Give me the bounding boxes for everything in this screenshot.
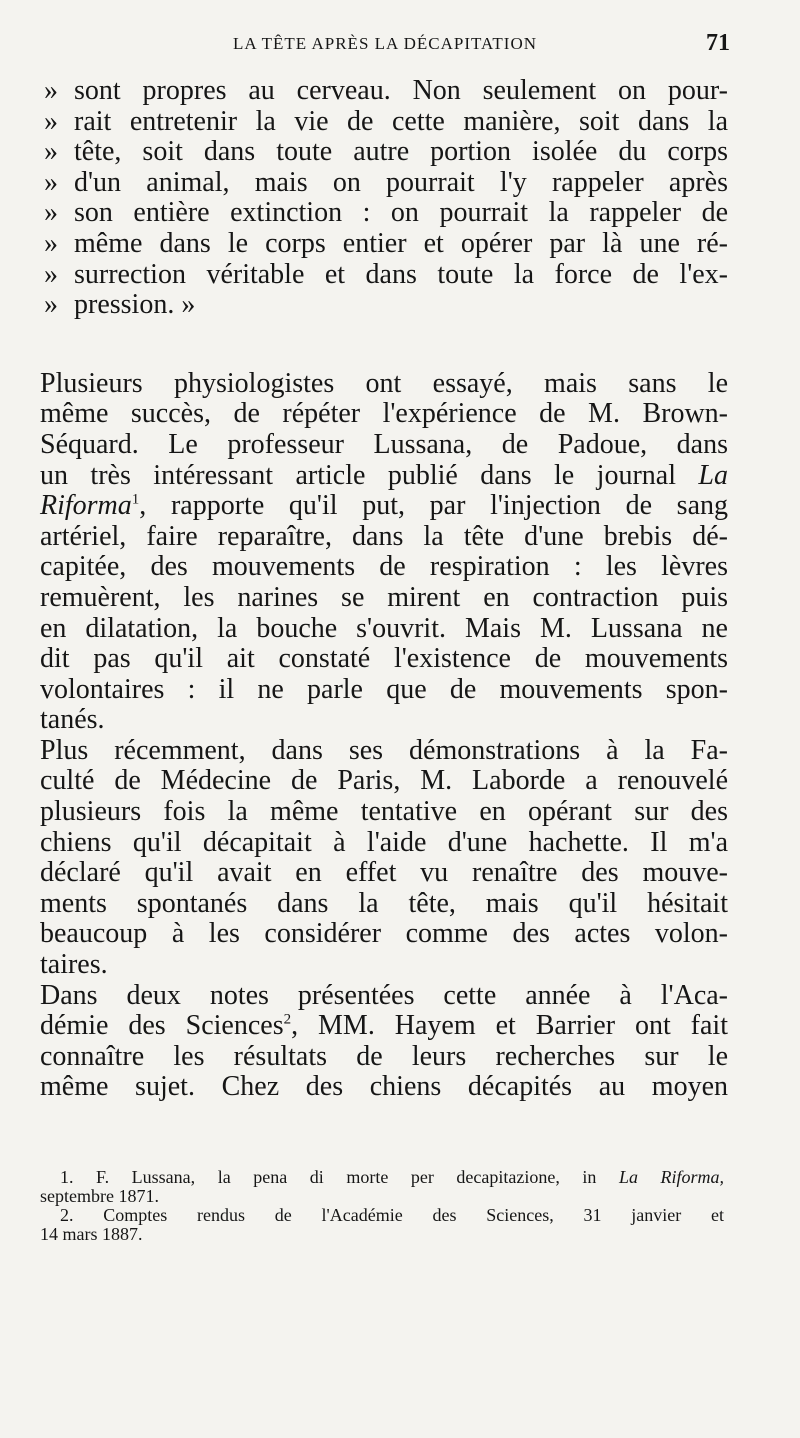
quote-line: » pression. » xyxy=(44,289,196,321)
quote-mark: » xyxy=(44,75,58,106)
footnote-ref: 1 xyxy=(131,491,140,508)
footnote-2-line: 14 mars 1887. xyxy=(40,1224,143,1244)
journal-title: Riforma xyxy=(40,490,132,522)
quote-line: » surrection véritable et dans toute la force de l'ex- xyxy=(44,258,728,290)
text-line: connaître les résultats de leurs recherches sur le xyxy=(40,1040,728,1072)
text-line: artériel, faire reparaître, dans la tête d'une brebis dé- xyxy=(40,520,728,552)
text-line: dit pas qu'il ait constaté l'existence de mouvements xyxy=(40,643,728,675)
quote-line: » tête, soit dans toute autre portion isolée du corps xyxy=(44,136,728,168)
running-title: LA TÊTE APRÈS LA DÉCAPITATION xyxy=(232,34,538,53)
page-number: 71 xyxy=(706,30,730,56)
text-line: culté de Médecine de Paris, M. Laborde a renouvelé xyxy=(40,765,728,797)
text-line: plusieurs fois la même tentative en opérant sur des xyxy=(40,796,728,828)
footnote-ref: 2 xyxy=(283,1011,292,1028)
text-line: Séquard. Le professeur Lussana, de Padoue, dans xyxy=(40,428,728,460)
quote-mark: » xyxy=(44,136,58,168)
text-line: volontaires : il ne parle que de mouvements spon- xyxy=(40,673,728,705)
quote-line: » même dans le corps entier et opérer par là une ré- xyxy=(44,227,728,259)
quote-mark: » xyxy=(44,105,58,137)
text-line: chiens qu'il décapitait à l'aide d'une hachette. Il m'a xyxy=(40,826,728,858)
text-line: même sujet. Chez des chiens décapités au moyen xyxy=(40,1071,728,1103)
quote-mark: » xyxy=(44,197,58,229)
page-header xyxy=(40,30,730,60)
quote-line: » d'un animal, mais on pourrait l'y rappeler après xyxy=(44,166,728,198)
text-line: remuèrent, les narines se mirent en contraction puis xyxy=(40,581,728,613)
section-gap xyxy=(40,321,728,369)
text-line: Dans deux notes présentées cette année à l'Aca- xyxy=(40,979,728,1011)
quote-mark: » xyxy=(44,227,58,259)
text-line: Riforma$^1$, rapporte qu'il put, par l'injection de sang xyxy=(40,490,728,522)
footnotes xyxy=(40,1168,724,1244)
quote-line: » son entière extinction : on pourrait la rappeler de xyxy=(44,197,728,229)
text-line: capitée, des mouvements de respiration : les lèvres xyxy=(40,551,728,583)
quote-mark: » xyxy=(44,289,58,321)
body-text xyxy=(40,76,728,1103)
text-line: Plus récemment, dans ses démonstrations à la Fa- xyxy=(40,734,728,766)
text-line: ments spontanés dans la tête, mais qu'il hésitait xyxy=(40,887,728,919)
text-line: un très intéressant article publié dans le journal La xyxy=(40,459,728,491)
footnote-2-line: 2. Comptes rendus de l'Académie des Sciences, 31 janvier et xyxy=(60,1205,724,1225)
quote-line: » sont propres au cerveau. Non seulement on pour- xyxy=(44,75,728,106)
text-line: beaucoup à les considérer comme des actes volon- xyxy=(40,918,728,950)
footnote-1-line: septembre 1871. xyxy=(40,1186,159,1206)
journal-title: La xyxy=(698,459,728,491)
paragraph-lussana xyxy=(40,369,728,736)
text-line: tanés. xyxy=(40,704,105,736)
quote-mark: » xyxy=(44,258,58,290)
paragraph-hayem-barrier xyxy=(40,981,728,1103)
paragraph-laborde xyxy=(40,736,728,981)
text-line: déclaré qu'il avait en effet vu renaître des mouve- xyxy=(40,857,728,889)
text-line: même succès, de répéter l'expérience de M. Brown- xyxy=(40,398,728,430)
text-line: en dilatation, la bouche s'ouvrit. Mais M. Lussana ne xyxy=(40,612,728,644)
text-line: Plusieurs physiologistes ont essayé, mais sans le xyxy=(40,367,728,399)
footnote-1-line: 1. F. Lussana, la pena di morte per decapitazione, in La Riforma, xyxy=(60,1167,725,1187)
quote-mark: » xyxy=(44,166,58,198)
quotation-block xyxy=(40,76,728,321)
text-line: taires. xyxy=(40,949,108,981)
text-line: démie des Sciences$^2$, MM. Hayem et Barrier ont fait xyxy=(40,1010,728,1042)
quote-line: » rait entretenir la vie de cette manière, soit dans la xyxy=(44,105,728,137)
